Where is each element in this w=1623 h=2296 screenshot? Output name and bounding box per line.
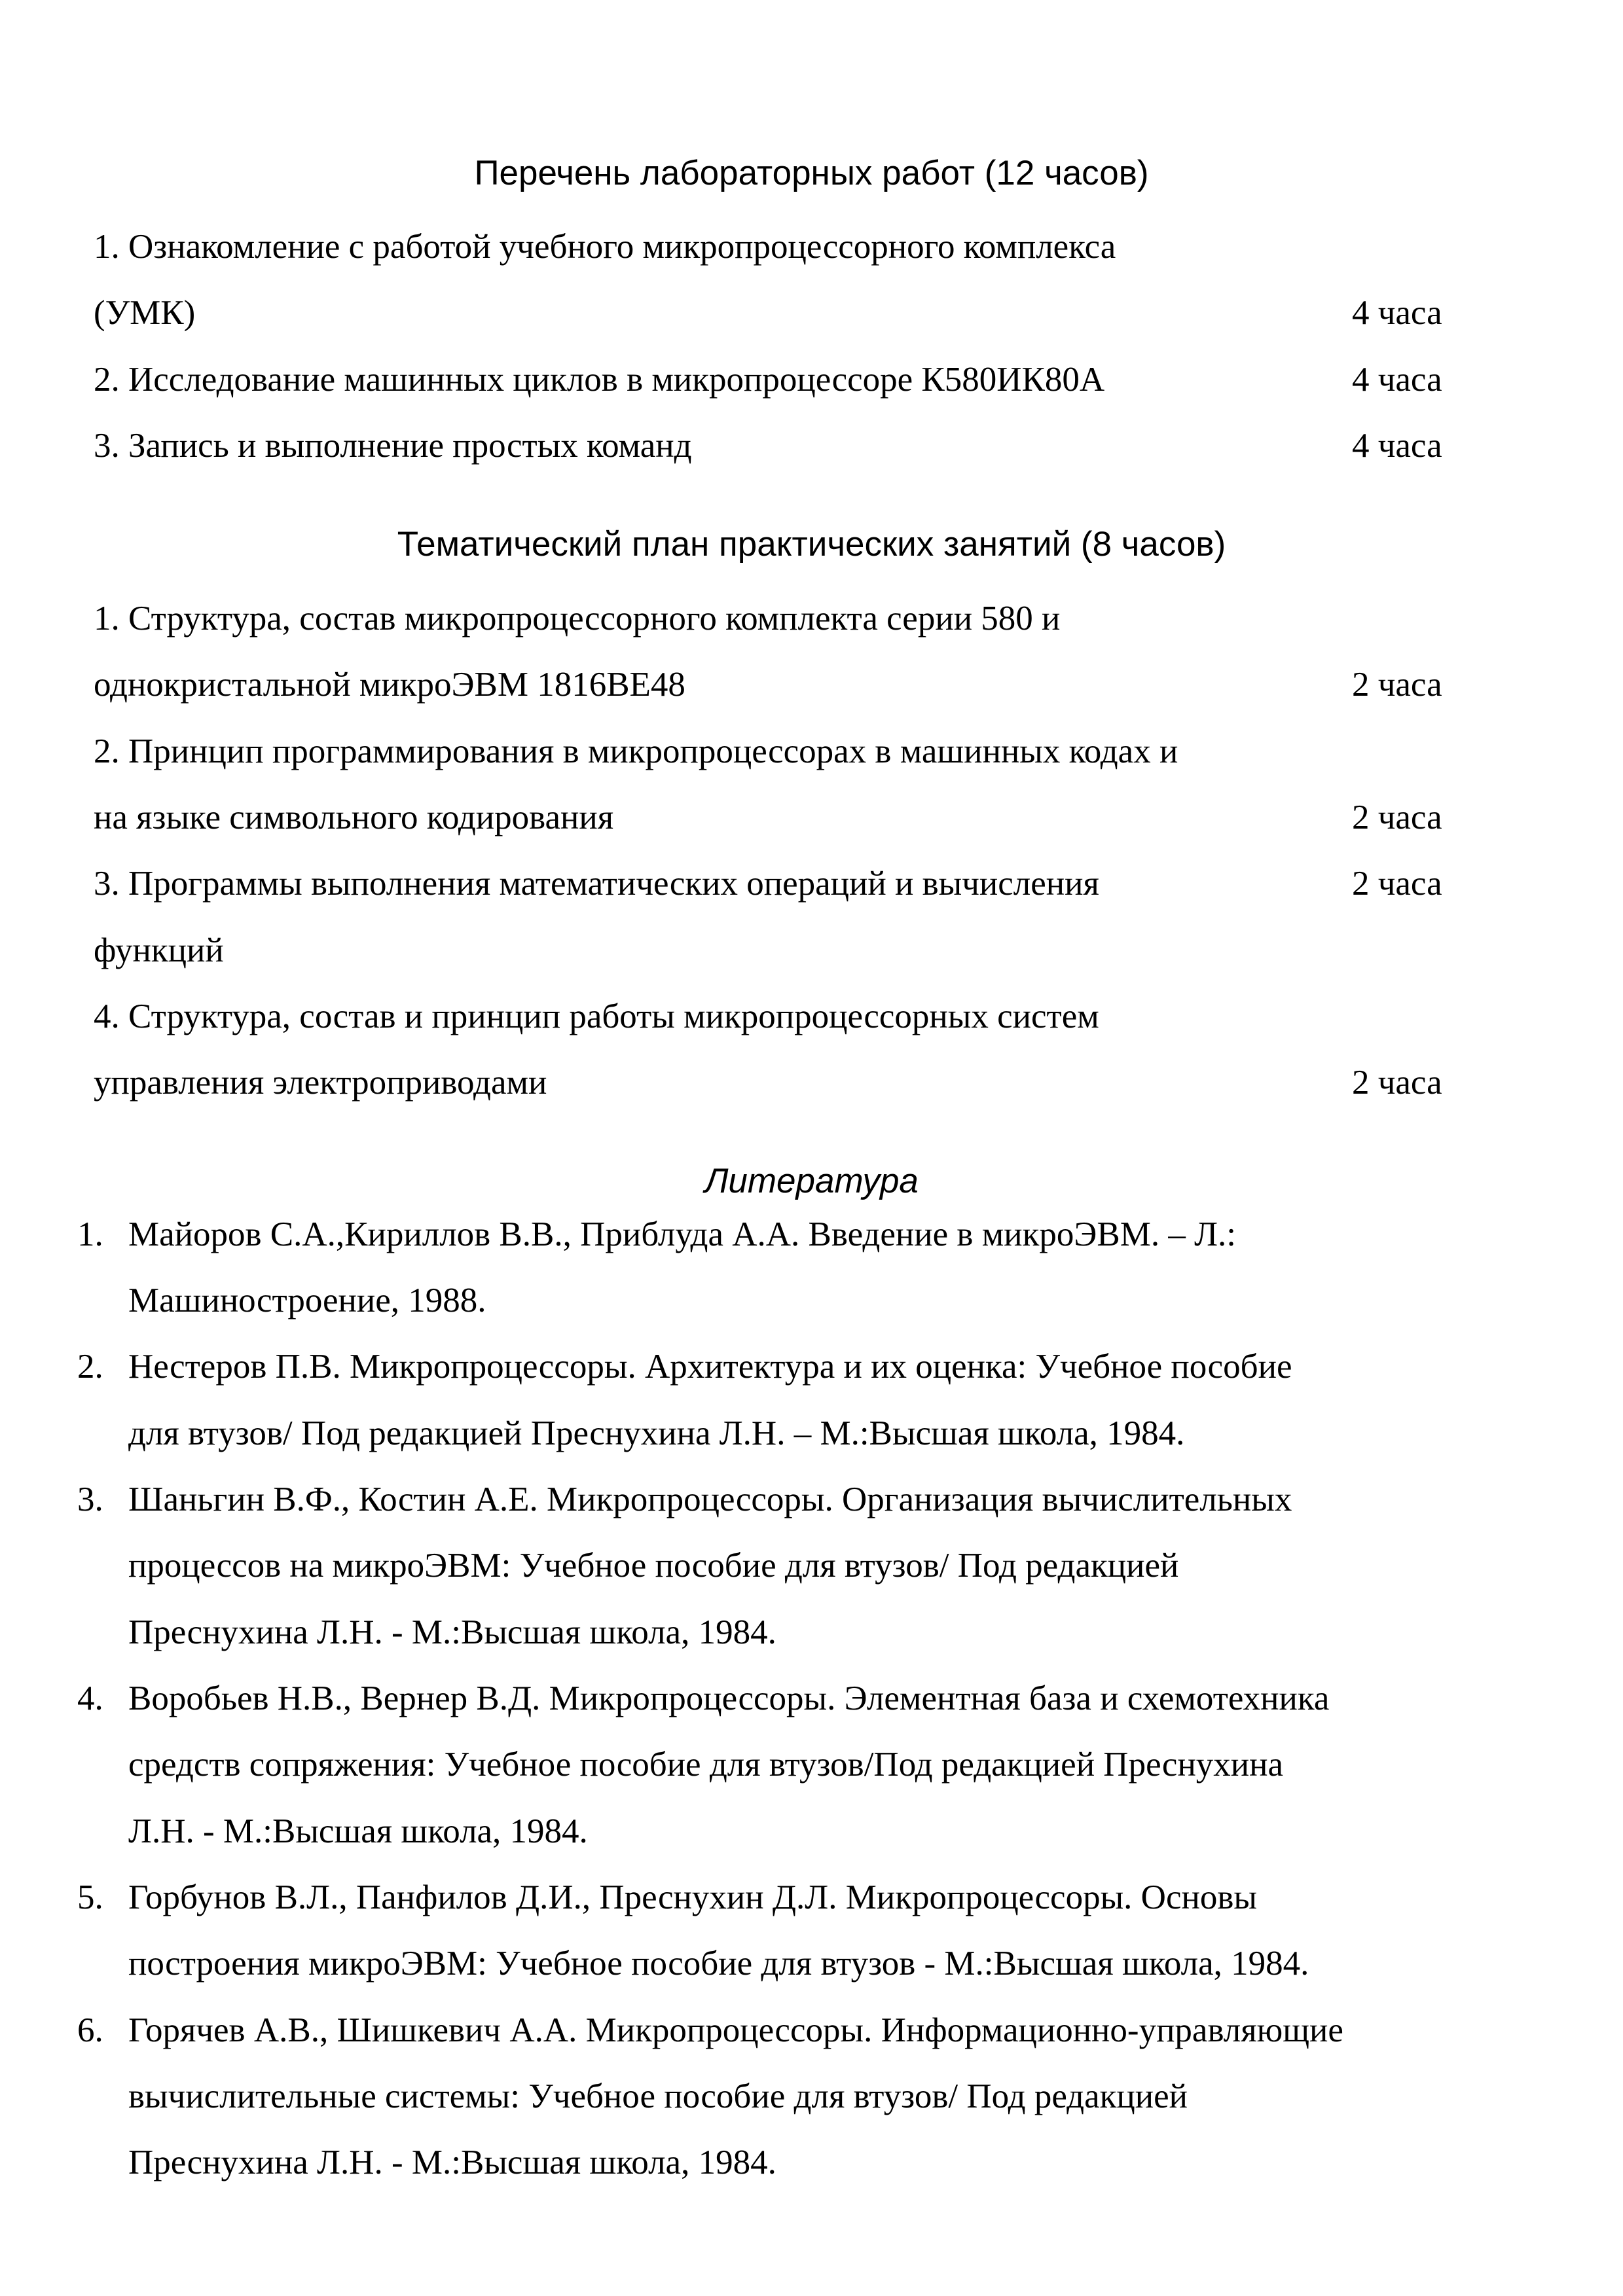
literature-ref-1-line-1: Майоров С.А.,Кириллов В.В., Приблуда А.А. Введение в микроЭВМ. – Л.: <box>128 1215 1236 1253</box>
literature-ref-4-line-3: Л.Н. - М.:Высшая школа, 1984. <box>128 1812 588 1850</box>
literature-ref-1-number: 1. <box>77 1215 103 1253</box>
lab-item-2-hours: 4 часа <box>1352 361 1442 399</box>
practice-item-3-hours: 2 часа <box>1352 865 1442 903</box>
literature-ref-1-line-2: Машиностроение, 1988. <box>128 1282 486 1319</box>
lab-item-1-line-1: 1. Ознакомление с работой учебного микропроцессорного комплекса <box>94 228 1116 266</box>
literature-ref-6-line-2: вычислительные системы: Учебное пособие для втузов/ Под редакцией <box>128 2077 1188 2115</box>
literature-ref-5-line-1: Горбунов В.Л., Панфилов Д.И., Преснухин Д.Л. Микропроцессоры. Основы <box>128 1878 1257 1916</box>
literature-ref-4-line-2: средств сопряжения: Учебное пособие для втузов/Под редакцией Преснухина <box>128 1746 1284 1784</box>
literature-ref-5-line-2: построения микроЭВМ: Учебное пособие для втузов - М.:Высшая школа, 1984. <box>128 1945 1309 1982</box>
literature-ref-4-line-1: Воробьев Н.В., Вернер В.Д. Микропроцессоры. Элементная база и схемотехника <box>128 1679 1330 1717</box>
lab-item-1-hours: 4 часа <box>1352 294 1442 332</box>
lab-works-heading: Перечень лабораторных работ (12 часов) <box>474 154 1149 192</box>
literature-ref-2-number: 2. <box>77 1348 103 1386</box>
practice-item-2-hours: 2 часа <box>1352 798 1442 836</box>
practice-item-2-line-1: 2. Принцип программирования в микропроцессорах в машинных кодах и <box>94 732 1178 770</box>
literature-heading: Литература <box>704 1162 919 1200</box>
literature-ref-3-number: 3. <box>77 1480 103 1518</box>
lab-item-2-text: 2. Исследование машинных циклов в микропроцессоре К580ИК80А <box>94 361 1105 399</box>
literature-ref-3-line-1: Шаньгин В.Ф., Костин А.Е. Микропроцессоры. Организация вычислительных <box>128 1480 1292 1518</box>
practice-item-4-line-2: управления электроприводами <box>94 1064 547 1102</box>
lab-item-1-line-2: (УМК) <box>94 294 196 332</box>
literature-ref-6-line-3: Преснухина Л.Н. - М.:Высшая школа, 1984. <box>128 2144 776 2181</box>
literature-ref-3-line-3: Преснухина Л.Н. - М.:Высшая школа, 1984. <box>128 1613 776 1651</box>
practice-item-3-line-1: 3. Программы выполнения математических операций и вычисления <box>94 865 1099 903</box>
lab-item-3-text: 3. Запись и выполнение простых команд <box>94 427 692 465</box>
literature-ref-2-line-2: для втузов/ Под редакцией Преснухина Л.Н. – М.:Высшая школа, 1984. <box>128 1414 1185 1452</box>
practice-item-1-hours: 2 часа <box>1352 666 1442 704</box>
practice-item-4-hours: 2 часа <box>1352 1064 1442 1102</box>
practice-item-2-line-2: на языке символьного кодирования <box>94 798 614 836</box>
practice-plan-heading: Тематический план практических занятий (8 часов) <box>397 525 1226 564</box>
literature-ref-2-line-1: Нестеров П.В. Микропроцессоры. Архитектура и их оценка: Учебное пособие <box>128 1348 1292 1386</box>
practice-item-1-line-1: 1. Структура, состав микропроцессорного комплекта серии 580 и <box>94 600 1061 637</box>
practice-item-1-line-2: однокристальной микроЭВМ 1816ВЕ48 <box>94 666 685 704</box>
literature-ref-5-number: 5. <box>77 1878 103 1916</box>
literature-ref-4-number: 4. <box>77 1679 103 1717</box>
lab-item-3-hours: 4 часа <box>1352 427 1442 465</box>
literature-ref-3-line-2: процессов на микроЭВМ: Учебное пособие для втузов/ Под редакцией <box>128 1547 1179 1585</box>
practice-item-4-line-1: 4. Структура, состав и принцип работы микропроцессорных систем <box>94 997 1099 1035</box>
literature-ref-6-line-1: Горячев А.В., Шишкевич А.А. Микропроцессоры. Информационно-управляющие <box>128 2011 1343 2049</box>
literature-ref-6-number: 6. <box>77 2011 103 2049</box>
practice-item-3-line-2: функций <box>94 931 224 969</box>
